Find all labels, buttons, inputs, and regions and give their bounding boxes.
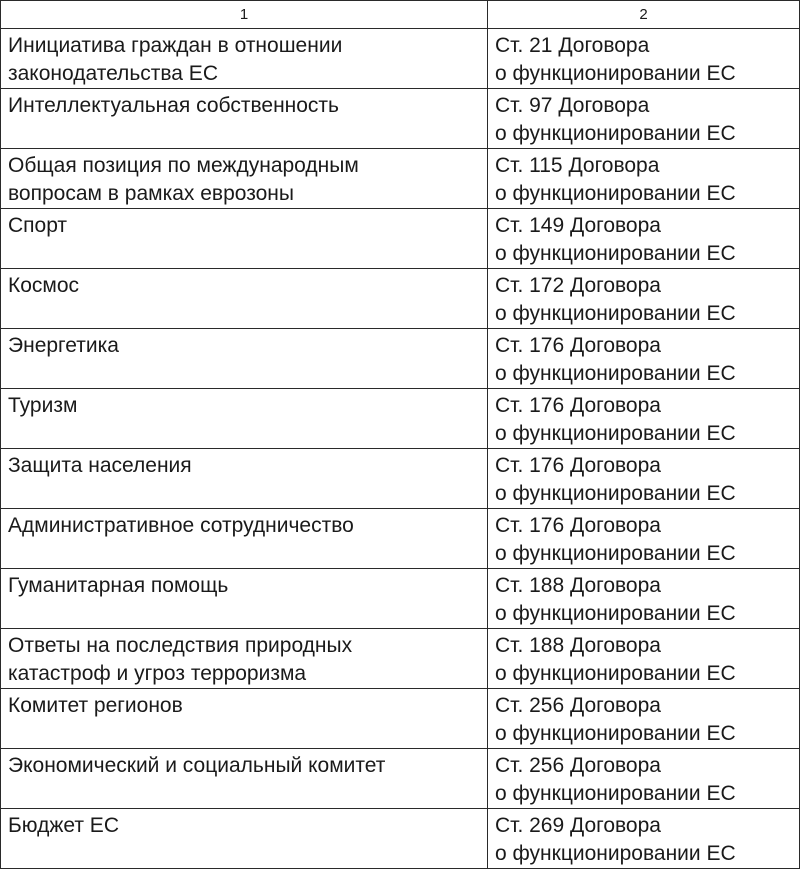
topic-cell (1, 89, 488, 149)
reference-cell (488, 749, 800, 809)
table-row (1, 89, 800, 149)
topic-cell (1, 149, 488, 209)
topic-cell-line: Гуманитарная помощь (8, 574, 229, 597)
topic-cell-line: Общая позиция по международным (8, 154, 359, 177)
reference-cell-line: о функционировании ЕС (495, 362, 736, 385)
topic-cell (1, 689, 488, 749)
topic-cell (1, 29, 488, 89)
topic-cell-line: Энергетика (8, 334, 119, 357)
reference-cell-line: о функционировании ЕС (495, 62, 736, 85)
table-row (1, 389, 800, 449)
reference-cell-line: Ст. 176 Договора (495, 454, 661, 477)
topic-cell-line: Комитет регионов (8, 694, 183, 717)
reference-cell (488, 389, 800, 449)
table-row (1, 809, 800, 869)
reference-cell (488, 689, 800, 749)
header-row (1, 1, 800, 29)
table-row (1, 269, 800, 329)
reference-cell-line: Ст. 256 Договора (495, 694, 661, 717)
reference-cell-line: о функционировании ЕС (495, 602, 736, 625)
reference-cell (488, 569, 800, 629)
topic-cell (1, 269, 488, 329)
table-row (1, 629, 800, 689)
reference-cell-line: Ст. 188 Договора (495, 574, 661, 597)
topic-cell-line: вопросам в рамках еврозоны (8, 182, 294, 205)
reference-cell (488, 209, 800, 269)
topic-cell-line: Экономический и социальный комитет (8, 754, 386, 777)
reference-cell-line: о функционировании ЕС (495, 842, 736, 865)
reference-cell (488, 269, 800, 329)
topic-cell-line: Космос (8, 274, 80, 297)
topic-cell-line: Туризм (8, 394, 78, 417)
table-row (1, 509, 800, 569)
reference-cell (488, 809, 800, 869)
reference-cell-line: о функционировании ЕС (495, 242, 736, 265)
topic-cell-line: Защита населения (8, 454, 192, 477)
reference-cell-line: о функционировании ЕС (495, 662, 736, 685)
column-header-2: 2 (488, 1, 800, 29)
reference-cell-line: Ст. 256 Договора (495, 754, 661, 777)
table-row (1, 689, 800, 749)
reference-cell (488, 509, 800, 569)
table-body (1, 29, 800, 869)
reference-cell-line: о функционировании ЕС (495, 422, 736, 445)
topic-cell-line: Инициатива граждан в отношении (8, 34, 343, 57)
table-row (1, 149, 800, 209)
reference-cell-line: о функционировании ЕС (495, 122, 736, 145)
reference-cell-line: Ст. 176 Договора (495, 394, 661, 417)
reference-cell-line: о функционировании ЕС (495, 542, 736, 565)
column-header-1: 1 (1, 1, 488, 29)
reference-cell-line: о функционировании ЕС (495, 782, 736, 805)
reference-cell-line: Ст. 172 Договора (495, 274, 661, 297)
table-row (1, 29, 800, 89)
reference-cell (488, 449, 800, 509)
topic-cell (1, 629, 488, 689)
topic-cell-line: Интеллектуальная собственность (8, 94, 339, 117)
topic-cell (1, 329, 488, 389)
topic-cell-line: Административное сотрудничество (8, 514, 354, 537)
table-row (1, 329, 800, 389)
topic-cell (1, 749, 488, 809)
reference-cell (488, 329, 800, 389)
reference-cell (488, 29, 800, 89)
topic-cell (1, 509, 488, 569)
reference-cell-line: о функционировании ЕС (495, 722, 736, 745)
topic-cell-line: законодательства ЕС (8, 62, 218, 85)
topic-cell (1, 449, 488, 509)
topic-cell-line: Ответы на последствия природных (8, 634, 353, 657)
reference-cell-line: о функционировании ЕС (495, 482, 736, 505)
reference-cell-line: Ст. 149 Договора (495, 214, 661, 237)
table-row (1, 449, 800, 509)
reference-cell (488, 89, 800, 149)
reference-cell-line: Ст. 176 Договора (495, 514, 661, 537)
table-row (1, 749, 800, 809)
topic-cell-line: катастроф и угроз терроризма (8, 662, 307, 685)
table-row (1, 569, 800, 629)
reference-cell-line: Ст. 176 Договора (495, 334, 661, 357)
reference-cell-line: Ст. 21 Договора (495, 34, 650, 57)
table-row (1, 209, 800, 269)
reference-cell-line: Ст. 115 Договора (495, 154, 660, 177)
topic-cell (1, 569, 488, 629)
topic-cell-line: Бюджет ЕС (8, 814, 119, 837)
topic-cell (1, 809, 488, 869)
reference-cell-line: Ст. 97 Договора (495, 94, 650, 117)
topic-cell (1, 209, 488, 269)
reference-cell-line: о функционировании ЕС (495, 182, 736, 205)
reference-cell (488, 629, 800, 689)
reference-cell-line: о функционировании ЕС (495, 302, 736, 325)
reference-cell-line: Ст. 269 Договора (495, 814, 661, 837)
topic-cell-line: Спорт (8, 214, 68, 237)
reference-cell-line: Ст. 188 Договора (495, 634, 661, 657)
topic-cell (1, 389, 488, 449)
reference-cell (488, 149, 800, 209)
